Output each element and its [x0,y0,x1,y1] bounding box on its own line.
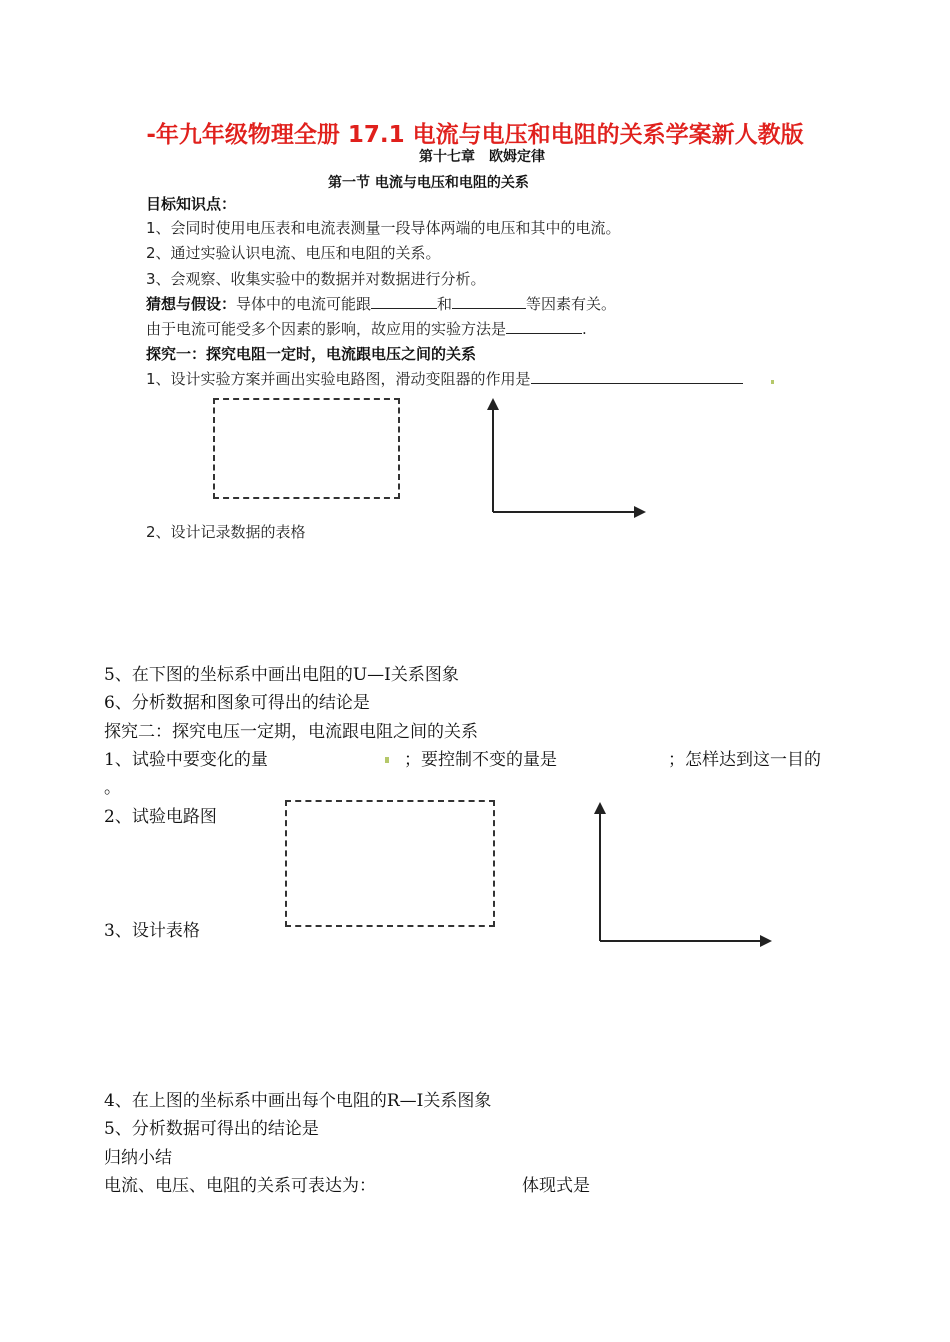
explore2-item4: 4、在上图的坐标系中画出每个电阻的R—I关系图象 [104,1091,492,1111]
document-title: -年九年级物理全册 17.1 电流与电压和电阻的关系学案新人教版 [146,122,804,148]
method-text: 由于电流可能受多个因素的影响，故应用的实验方法是 [146,320,507,338]
hypothesis-and: 和 [437,295,453,313]
summary-heading: 归纳小结 [104,1148,172,1168]
explore1-item5: 5、在下图的坐标系中画出电阻的U—I关系图象 [104,665,459,685]
explore1-item1: 1、设计实验方案并画出实验电路图，滑动变阻器的作用是 [146,370,531,388]
objective-item: 2、通过实验认识电流、电压和电阻的关系。 [146,244,441,262]
summary-text-a: 电流、电压、电阻的关系可表达为： [104,1176,376,1196]
method-end: . [582,320,587,338]
objective-item: 3、会观察、收集实验中的数据并对数据进行分析。 [146,270,486,288]
section-heading: 第一节 电流与电压和电阻的关系 [328,175,529,191]
explore2-item3: 3、设计表格 [104,921,200,941]
explore2-item1-c: ；怎样达到这一目的 [668,750,821,770]
explore2-item2: 2、试验电路图 [104,807,217,827]
explore2-item1-end: 。 [104,778,121,798]
explore1-heading: 探究一：探究电阻一定时，电流跟电压之间的关系 [146,345,477,363]
explore2-item5: 5、分析数据可得出的结论是 [104,1119,319,1139]
objectives-heading: 目标知识点： [146,195,237,213]
hypothesis-text-a: 导体中的电流可能跟 [236,295,372,313]
explore2-item1-a: 1、试验中要变化的量 [104,750,268,770]
explore2-item1-b: ；要控制不变的量是 [404,750,557,770]
explore2-heading: 探究二：探究电压一定期，电流跟电阻之间的关系 [104,722,478,742]
objective-item: 1、会同时使用电压表和电流表测量一段导体两端的电压和其中的电流。 [146,219,621,237]
hypothesis-label: 猜想与假设： [146,295,237,313]
explore1-item6: 6、分析数据和图象可得出的结论是 [104,693,370,713]
summary-text-b: 体现式是 [522,1176,590,1196]
hypothesis-text-b: 等因素有关。 [526,295,617,313]
chapter-heading: 第十七章 欧姆定律 [419,149,545,165]
explore1-item2: 2、设计记录数据的表格 [146,523,306,541]
